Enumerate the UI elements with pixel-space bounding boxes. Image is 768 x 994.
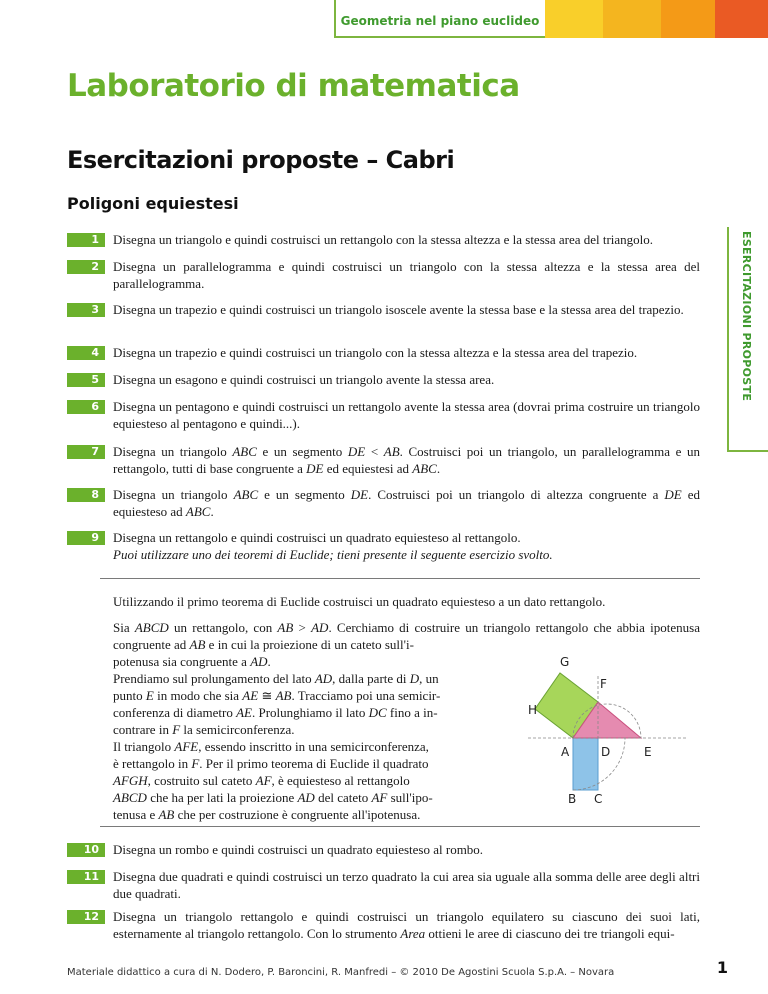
label-f: F [600, 677, 607, 691]
exercise-number: 5 [67, 373, 105, 387]
exercise-number: 12 [67, 910, 105, 924]
exercise-text: Disegna un triangolo ABC e un segmento DE < AB. Costruisci poi un triangolo, un parallelogramma e un rettangolo, tutti di base congruente a DE ed equiestesi ad ABC. [113, 444, 701, 476]
exercise-1 [67, 231, 700, 248]
divider-bottom [100, 826, 700, 827]
solved-explanation: Sia ABCD un rettangolo, con AB > AD. Cerchiamo di costruire un triangolo rettangolo che abbia ipotenusa congruente ad AB e in cui la proiezione di un cateto sull'i- potenusa sia congruente a AD. Prendiamo sul prolungamento del lato AD, dalla parte di D, un punto E in modo che sia AE ≅ AB. Tracciamo poi una semicir- conferenza di diametro AE. Prolunghiamo il lato DC fino a in- contrare in F la semicirconferenza. Il triangolo AFE, essendo inscritto in una semicirconferenza, è rettangolo in F. Per il primo teorema di Euclide il quadrato AFGH, costruito sul cateto AF, è equiesteso al rettangolo ABCD che ha per lati la proiezione AD del cateto AF sull'ipo- tenusa e AB che per costruzione è congruente all'ipotenusa. [113, 620, 700, 822]
exercise-10 [67, 841, 700, 858]
label-c: C [594, 792, 603, 806]
exercise-number: 4 [67, 346, 105, 360]
exercise-number: 11 [67, 870, 105, 884]
footer-credits: Materiale didattico a cura di N. Dodero, P. Baroncini, R. Manfredi – © 2010 De Agostini Scuola S.p.A. – Novara [67, 967, 615, 978]
exercise-4 [67, 344, 700, 361]
label-a: A [561, 745, 570, 759]
exercise-number: 7 [67, 445, 105, 459]
color-block-amber [603, 0, 661, 38]
exercise-number: 8 [67, 488, 105, 502]
exercise-text: Disegna un triangolo rettangolo e quindi costruisci un triangolo equilatero su ciascuno dei suoi lati, esternamente al triangolo rettangolo. Con lo strumento Area ottieni le aree di ciascuno dei tre triangoli equi- [113, 909, 700, 941]
exercise-7 [67, 443, 700, 477]
exercise-text: Disegna un parallelogramma e quindi costruisci un triangolo con la stessa altezza e la stessa area del parallelogramma. [113, 259, 700, 291]
rectangle-abcd [573, 738, 598, 790]
exercise-5 [67, 371, 700, 388]
exercise-text: Disegna due quadrati e quindi costruisci un terzo quadrato la cui area sia uguale alla somma delle aree degli altri due quadrati. [113, 869, 700, 901]
label-e: E [644, 745, 652, 759]
exercise-text: Disegna un pentagono e quindi costruisci un rettangolo avente la stessa area (dovrai prima costruire un triangolo equiesteso al pentagono e quindi...). [113, 399, 700, 431]
exercise-number: 6 [67, 400, 105, 414]
exercise-hint: Puoi utilizzare uno dei teoremi di Euclide; tieni presente il seguente esercizio svolto. [113, 547, 553, 562]
exercise-text: Disegna un esagono e quindi costruisci un triangolo avente la stessa area. [113, 372, 495, 387]
exercise-6 [67, 398, 700, 432]
exercise-text: Disegna un triangolo e quindi costruisci un rettangolo con la stessa altezza e la stessa area del triangolo. [113, 232, 654, 247]
exercise-number: 3 [67, 303, 105, 317]
exercise-12 [67, 908, 700, 942]
euclid-figure [498, 646, 698, 806]
color-block-red-orange [715, 0, 768, 38]
page-subtitle: Esercitazioni proposte – Cabri [67, 146, 455, 174]
side-tab [727, 227, 768, 452]
exercise-number: 9 [67, 531, 105, 545]
exercise-number: 10 [67, 843, 105, 857]
exercise-text: Disegna un trapezio e quindi costruisci un triangolo con la stessa altezza e la stessa area del trapezio. [113, 345, 638, 360]
header-section: Geometria nel piano euclideo [340, 14, 540, 28]
exercise-3 [67, 301, 700, 318]
color-block-orange [661, 0, 715, 38]
solved-intro: Utilizzando il primo teorema di Euclide costruisci un quadrato equiesteso a un dato rettangolo. [113, 594, 606, 609]
section-title: Poligoni equiestesi [67, 194, 239, 213]
exercise-text: Disegna un trapezio e quindi costruisci un triangolo isoscele avente la stessa base e la stessa area del trapezio. [113, 302, 684, 317]
label-b: B [568, 792, 577, 806]
page-title: Laboratorio di matematica [67, 68, 520, 104]
exercise-text: Disegna un rombo e quindi costruisci un quadrato equiesteso al rombo. [113, 842, 484, 857]
exercise-8 [67, 486, 700, 520]
label-g: G [560, 655, 570, 669]
label-d: D [601, 745, 611, 759]
exercise-text: Disegna un rettangolo e quindi costruisci un quadrato equiesteso al rettangolo. [113, 530, 521, 545]
side-tab-label: ESERCITAZIONI PROPOSTE [740, 231, 753, 402]
exercise-2 [67, 258, 700, 292]
exercise-text: Disegna un triangolo ABC e un segmento DE. Costruisci poi un triangolo di altezza congruente a DE ed equiesteso ad ABC. [113, 487, 700, 519]
exercise-number: 2 [67, 260, 105, 274]
page-number: 1 [716, 958, 728, 977]
exercise-9 [67, 529, 700, 563]
exercise-number: 1 [67, 233, 105, 247]
label-h: H [528, 703, 538, 717]
color-block-yellow [545, 0, 603, 38]
exercise-11 [67, 868, 700, 902]
divider-top [100, 578, 700, 579]
